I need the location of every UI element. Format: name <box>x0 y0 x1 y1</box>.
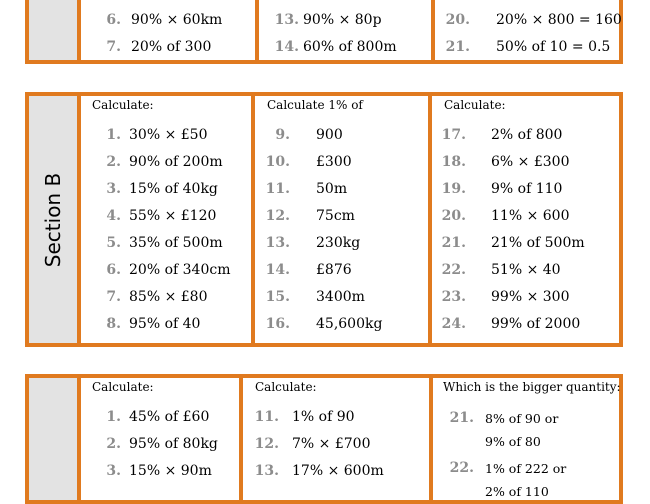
question-number: 3. <box>106 181 121 197</box>
question-number: 9. <box>275 127 290 143</box>
section-a <box>25 0 623 64</box>
question-number: 6. <box>106 262 121 278</box>
question-number: 22. <box>441 262 466 278</box>
question-text: 75cm <box>316 208 355 224</box>
question-text: 51% × 40 <box>491 262 561 278</box>
question-number: 15. <box>265 289 290 305</box>
question-number: 11. <box>254 409 279 425</box>
section-c-col-2 <box>239 378 433 500</box>
question-text: 55% × £120 <box>129 208 217 224</box>
question-number: 4. <box>106 208 121 224</box>
section-b-col-3 <box>428 96 623 343</box>
question-text: 20% of 340cm <box>129 262 231 278</box>
question-number: 19. <box>441 181 466 197</box>
question-text: 35% of 500m <box>129 235 223 251</box>
column-header: Calculate: <box>92 98 154 112</box>
question-text: 45,600kg <box>316 316 383 332</box>
section-c-col-1 <box>81 378 241 500</box>
question-text: 99% of 2000 <box>491 316 581 332</box>
question-number: 23. <box>441 289 466 305</box>
section-c <box>25 374 623 504</box>
question-text: 95% of 80kg <box>129 436 218 452</box>
question-number: 11. <box>265 181 290 197</box>
question-text: 15% × 90m <box>129 463 212 479</box>
question-number: 2. <box>106 436 121 452</box>
question-text: 17% × 600m <box>292 463 384 479</box>
question-number: 13. <box>254 463 279 479</box>
section-b-label-bar <box>29 96 81 343</box>
question-number: 17. <box>441 127 466 143</box>
question-number: 13. <box>265 235 290 251</box>
question-number: 14. <box>265 262 290 278</box>
question-text: 90% of 200m <box>129 154 223 170</box>
question-text: 900 <box>316 127 343 143</box>
question-option: 1% of 222 or <box>485 461 567 476</box>
question-text: 6% × £300 <box>491 154 570 170</box>
section-title: Section B <box>41 172 65 267</box>
question-number: 16. <box>265 316 290 332</box>
question-text: 95% of 40 <box>129 316 201 332</box>
question-option: 2% of 110 <box>485 484 549 499</box>
section-c-label-bar <box>29 378 81 500</box>
question-text: 45% of £60 <box>129 409 210 425</box>
question-text: 21% of 500m <box>491 235 585 251</box>
question-text: £876 <box>316 262 352 278</box>
section-b-col-1 <box>81 96 255 343</box>
question-number: 21. <box>441 235 466 251</box>
question-option: 9% of 80 <box>485 434 541 449</box>
question-text: 30% × £50 <box>129 127 208 143</box>
section-b-col-2 <box>251 96 431 343</box>
question-text: 2% of 800 <box>491 127 563 143</box>
question-number: 1. <box>106 127 121 143</box>
question-text: 230kg <box>316 235 361 251</box>
question-option: 8% of 90 or <box>485 411 559 426</box>
question-number: 2. <box>106 154 121 170</box>
section-a-col-1: 6. 90% × 60km 7. 20% of 300 <box>106 12 223 55</box>
question-number: 12. <box>265 208 290 224</box>
question-number: 20. <box>441 208 466 224</box>
question-number: 5. <box>106 235 121 251</box>
question-text: 7% × £700 <box>292 436 371 452</box>
column-header: Calculate: <box>255 380 317 394</box>
column-header: Calculate: <box>444 98 506 112</box>
section-a-col-2: 13. 90% × 80p 14. 60% of 800m <box>255 0 435 60</box>
question-number: 8. <box>106 316 121 332</box>
question-text: 50m <box>316 181 348 197</box>
section-b <box>25 92 623 347</box>
column-header: Calculate: <box>92 380 154 394</box>
question-number: 7. <box>106 289 121 305</box>
column-header: Which is the bigger quantity: <box>443 380 621 394</box>
question-text: 15% of 40kg <box>129 181 218 197</box>
question-number: 3. <box>106 463 121 479</box>
question-text: 99% × 300 <box>491 289 570 305</box>
question-number: 18. <box>441 154 466 170</box>
section-a-col-3: 20. 20% × 800 = 160 21. 50% of 10 = 0.5 <box>431 0 623 60</box>
question-text: 85% × £80 <box>129 289 208 305</box>
question-text: 3400m <box>316 289 365 305</box>
column-header: Calculate 1% of <box>267 98 363 112</box>
question-number: 12. <box>254 436 279 452</box>
question-text: 9% of 110 <box>491 181 563 197</box>
question-number: 24. <box>441 316 466 332</box>
question-text: 1% of 90 <box>292 409 355 425</box>
question-text: 11% × 600 <box>491 208 570 224</box>
question-text: £300 <box>316 154 352 170</box>
section-c-col-3: Which is the bigger quantity: 21. 8% of 90 or 9% of 80 22. 1% of 222 or 2% of 110 <box>429 378 623 500</box>
section-a-label-bar <box>29 0 81 60</box>
question-number: 1. <box>106 409 121 425</box>
question-number: 10. <box>265 154 290 170</box>
